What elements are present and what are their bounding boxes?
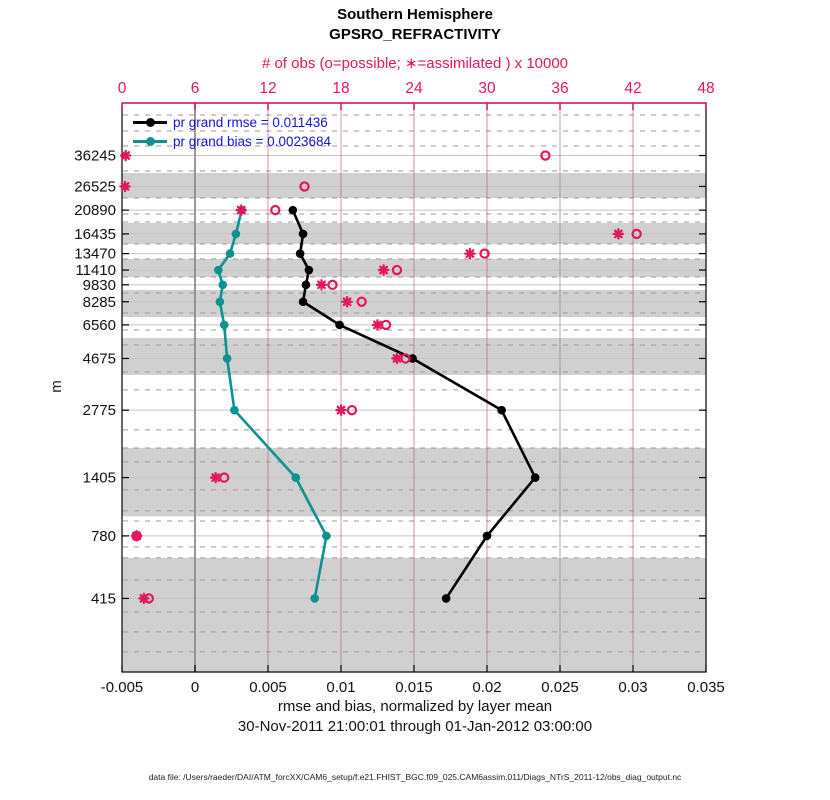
legend-item-rmse: [133, 113, 331, 132]
rmse-point: [299, 230, 308, 239]
y-tick-label: 9830: [82, 276, 116, 294]
bottom-tick-label: -0.005: [100, 679, 144, 696]
top-tick-label: 36: [551, 80, 569, 97]
rmse-point: [335, 321, 344, 330]
y-tick-label: 1405: [82, 469, 116, 487]
legend-label-rmse: pr grand rmse = 0.011436: [173, 115, 328, 130]
rmse-point: [442, 594, 451, 603]
top-tick-label: 42: [624, 80, 642, 97]
x-axis-label: rmse and bias, normalized by layer mean: [277, 698, 553, 715]
rmse-point: [531, 473, 540, 482]
top-tick-label: 30: [478, 80, 496, 97]
top-tick-label: 18: [332, 80, 350, 97]
rmse-line-swatch: [133, 121, 167, 124]
y-tick-label: 11410: [75, 262, 116, 280]
rmse-point: [497, 406, 506, 415]
top-tick-label: 48: [697, 80, 715, 97]
bottom-tick-label: 0.03: [618, 679, 648, 696]
bias-point: [214, 266, 223, 275]
top-tick-label: 0: [117, 80, 127, 97]
bottom-tick-label: 0.005: [249, 679, 287, 696]
data-file-footer: data file: /Users/raeder/DAI/ATM_forcXX/CAM6_setup/f.e21.FHIST_BGC.f09_025.CAM6assim.011/Diags_NTrS_2011-12/obs_diag_output.nc: [148, 772, 682, 782]
y-axis-label: m: [47, 380, 65, 393]
rmse-point: [299, 297, 308, 306]
y-tick-label: 8285: [82, 293, 116, 311]
bias-line-swatch: [133, 140, 167, 143]
rmse-point: [296, 249, 305, 258]
bias-point: [226, 249, 235, 258]
bottom-tick-label: 0: [190, 679, 200, 696]
rmse-point: [305, 266, 314, 275]
bias-point: [218, 281, 227, 290]
y-tick-label: 13470: [74, 245, 116, 263]
bias-point: [322, 532, 331, 541]
bottom-tick-label: 0.01: [326, 679, 356, 696]
bias-point: [220, 321, 229, 330]
y-tick-label: 6560: [82, 316, 116, 334]
y-tick-label: 36245: [74, 147, 116, 165]
legend-item-bias: [133, 132, 331, 151]
y-tick-label: 16435: [74, 225, 116, 243]
bottom-tick-label: 0.025: [541, 679, 579, 696]
bias-point: [230, 406, 239, 415]
bias-point: [310, 594, 319, 603]
rmse-point: [289, 206, 298, 215]
bias-point: [232, 230, 241, 239]
y-tick-label: 20890: [74, 202, 116, 220]
chart-title: Southern Hemisphere: [337, 6, 493, 23]
bias-marker-dot: [146, 137, 155, 146]
legend-label-bias: pr grand bias = 0.0023684: [173, 134, 331, 149]
rmse-point: [483, 532, 492, 541]
bias-point: [291, 473, 300, 482]
timespan-label: 30-Nov-2011 21:00:01 through 01-Jan-2012 03:00:00: [237, 718, 593, 735]
y-tick-label: 2775: [82, 402, 116, 420]
rmse-marker-dot: [146, 118, 155, 127]
rmse-point: [302, 281, 311, 290]
y-tick-label: 26525: [74, 178, 116, 196]
bias-point: [223, 354, 232, 363]
bottom-tick-label: 0.015: [395, 679, 433, 696]
legend: [133, 113, 331, 151]
bottom-tick-label: 0.02: [472, 679, 502, 696]
chart-subtitle: GPSRO_REFRACTIVITY: [329, 26, 501, 43]
bottom-tick-label: 0.035: [687, 679, 725, 696]
top-tick-label: 12: [259, 80, 277, 97]
top-tick-label: 24: [405, 80, 423, 97]
y-tick-label: 4675: [82, 350, 116, 368]
y-tick-label: 415: [90, 590, 116, 608]
bias-point: [216, 297, 225, 306]
y-tick-label: 780: [90, 527, 116, 545]
top-tick-label: 6: [190, 80, 200, 97]
top-axis-label: # of obs (o=possible; ∗=assimilated ) x 10000: [261, 55, 569, 72]
